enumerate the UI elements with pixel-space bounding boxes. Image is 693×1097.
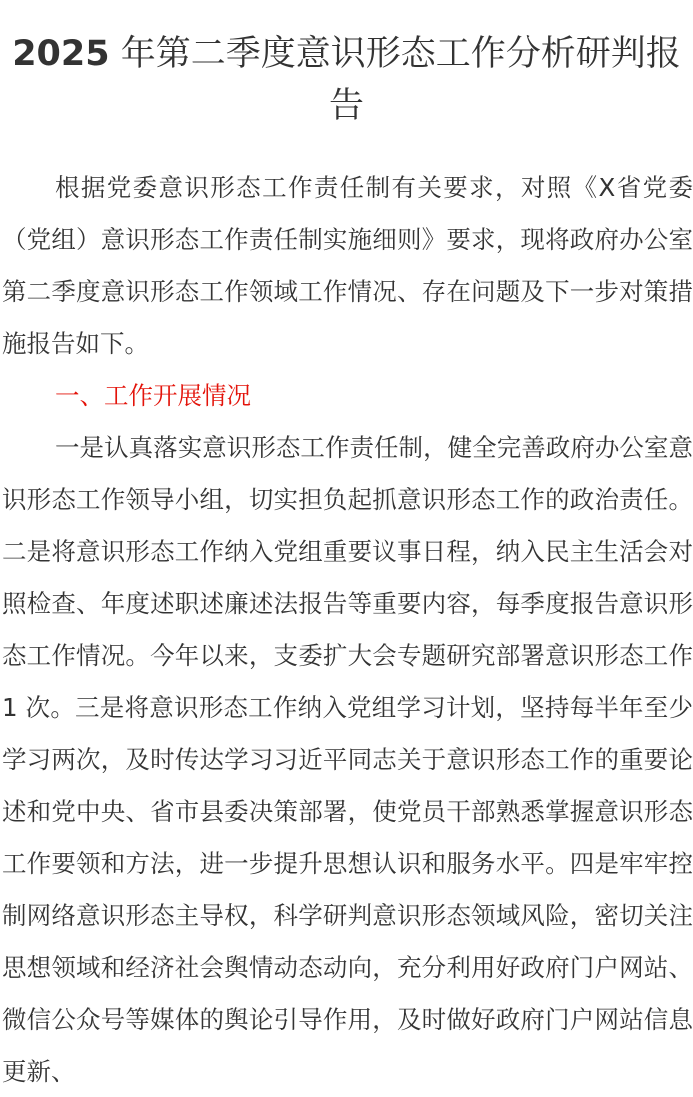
title-text: 年第二季度意识形态工作分析研判报告: [120, 34, 681, 126]
document-title: [0, 0, 693, 132]
intro-paragraph: 根据党委意识形态工作责任制有关要求，对照《X省党委（党组）意识形态工作责任制实施细则》要求，现将政府办公室第二季度意识形态工作领域工作情况、存在问题及下一步对策措施报告如下。: [2, 173, 693, 358]
section-heading: 一、工作开展情况: [55, 381, 251, 410]
document-body: [0, 162, 693, 1097]
body-paragraph: 一是认真落实意识形态工作责任制，健全完善政府办公室意识形态工作领导小组，切实担负起抓意识形态工作的政治责任。二是将意识形态工作纳入党组重要议事日程，纳入民主生活会对照检查、年度述职述廉述法报告等重要内容，每季度报告意识形态工作情况。今年以来，支委扩大会专题研究部署意识形态工作 1 次。三是将意识形态工作纳入党组学习计划，坚持每半年至少学习两次，及时传达学习习近平同志关于意识形态工作的重要论述和党中央、省市县委决策部署，使党员干部熟悉掌握意识形态工作要领和方法，进一步提升思想认识和服务水平。四是牢牢控制网络意识形态主导权，科学研判意识形态领域风险，密切关注思想领域和经济社会舆情动态动向，充分利用好政府门户网站、微信公众号等媒体的舆论引导作用，及时做好政府门户网站信息更新、: [2, 433, 693, 1086]
title-year: 2025: [12, 34, 110, 74]
